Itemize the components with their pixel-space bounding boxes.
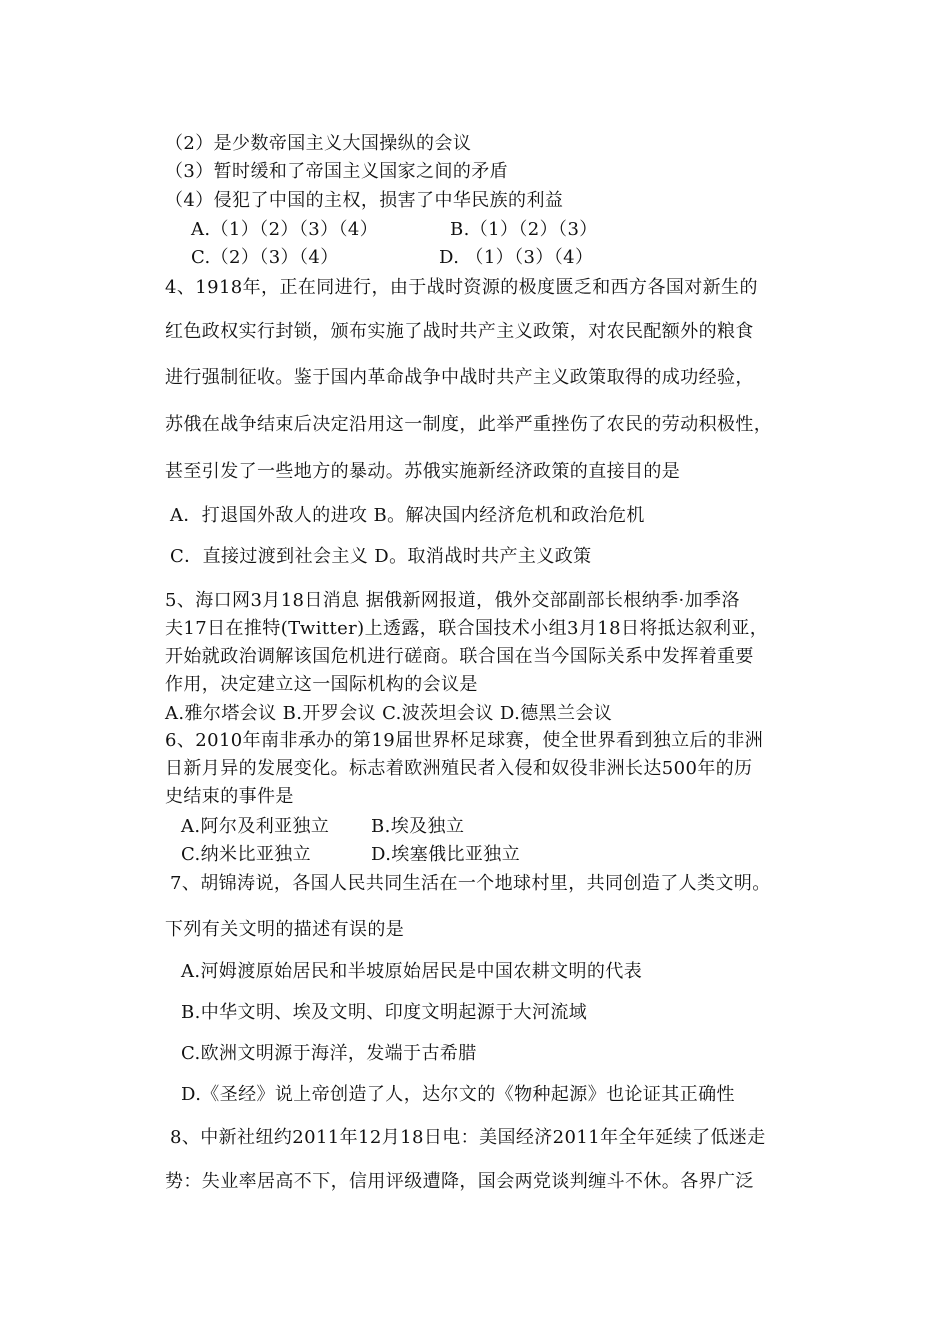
option-d: D. （1）（3）（4） [439, 247, 594, 268]
options-line: A.雅尔塔会议 B.开罗会议 C.波茨坦会议 D.德黑兰会议 [165, 703, 613, 724]
option-a: A.（1）（2）（3）（4） [191, 219, 379, 240]
text-line: 红色政权实行封锁，颁布实施了战时共产主义政策，对农民配额外的粮食 [165, 321, 754, 342]
text-line: 下列有关文明的描述有误的是 [165, 919, 405, 940]
text-line: 进行强制征收。鉴于国内革命战争中战时共产主义政策取得的成功经验， [165, 367, 754, 388]
text-line: 日新月异的发展变化。标志着欧洲殖民者入侵和奴役非洲长达500年的历 [165, 758, 753, 779]
question-7: 7、胡锦涛说，各国人民共同生活在一个地球村里，共同创造了人类文明。 [170, 873, 771, 894]
option-d: D.《圣经》说上帝创造了人，达尔文的《物种起源》也论证其正确性 [181, 1084, 735, 1105]
option-b: B.（1）（2）（3） [450, 219, 598, 240]
text-line: （3）暂时缓和了帝国主义国家之间的矛盾 [165, 161, 509, 182]
option-b: B.埃及独立 [371, 816, 465, 837]
question-8: 8、中新社纽约2011年12月18日电：美国经济2011年全年延续了低迷走 [170, 1127, 766, 1148]
text-line: 苏俄在战争结束后决定沿用这一制度，此举严重挫伤了农民的劳动积极性， [165, 414, 773, 435]
question-5: 5、海口网3月18日消息 据俄新网报道，俄外交部副部长根纳季·加季洛 [165, 590, 740, 611]
options-ab: A．打退国外敌人的进攻 B。解决国内经济危机和政治危机 [170, 505, 645, 526]
text-line: 势：失业率居高不下，信用评级遭降，国会两党谈判缠斗不休。各界广泛 [165, 1171, 754, 1192]
option-d: D.埃塞俄比亚独立 [371, 844, 521, 865]
option-c: C.欧洲文明源于海洋，发端于古希腊 [181, 1043, 477, 1064]
options-cd: C．直接过渡到社会主义 D。取消战时共产主义政策 [170, 546, 592, 567]
option-a: A.阿尔及利亚独立 [181, 816, 330, 837]
text-line: 夫17日在推特(Twitter)上透露，联合国技术小组3月18日将抵达叙利亚， [165, 618, 769, 639]
option-c: C.（2）（3）（4） [191, 247, 339, 268]
text-line: 作用，决定建立这一国际机构的会议是 [165, 674, 478, 695]
text-line: 甚至引发了一些地方的暴动。苏俄实施新经济政策的直接目的是 [165, 461, 681, 482]
text-line: 史结束的事件是 [165, 786, 294, 807]
text-line: 开始就政治调解该国危机进行磋商。联合国在当今国际关系中发挥着重要 [165, 646, 754, 667]
question-6: 6、2010年南非承办的第19届世界杯足球赛，使全世界看到独立后的非洲 [165, 730, 764, 751]
question-4: 4、1918年，正在同进行，由于战时资源的极度匮乏和西方各国对新生的 [165, 277, 758, 298]
option-b: B.中华文明、埃及文明、印度文明起源于大河流域 [181, 1002, 588, 1023]
text-line: （2）是少数帝国主义大国操纵的会议 [165, 133, 472, 154]
option-c: C.纳米比亚独立 [181, 844, 312, 865]
text-line: （4）侵犯了中国的主权，损害了中华民族的利益 [165, 190, 564, 211]
option-a: A.河姆渡原始居民和半坡原始居民是中国农耕文明的代表 [181, 961, 643, 982]
